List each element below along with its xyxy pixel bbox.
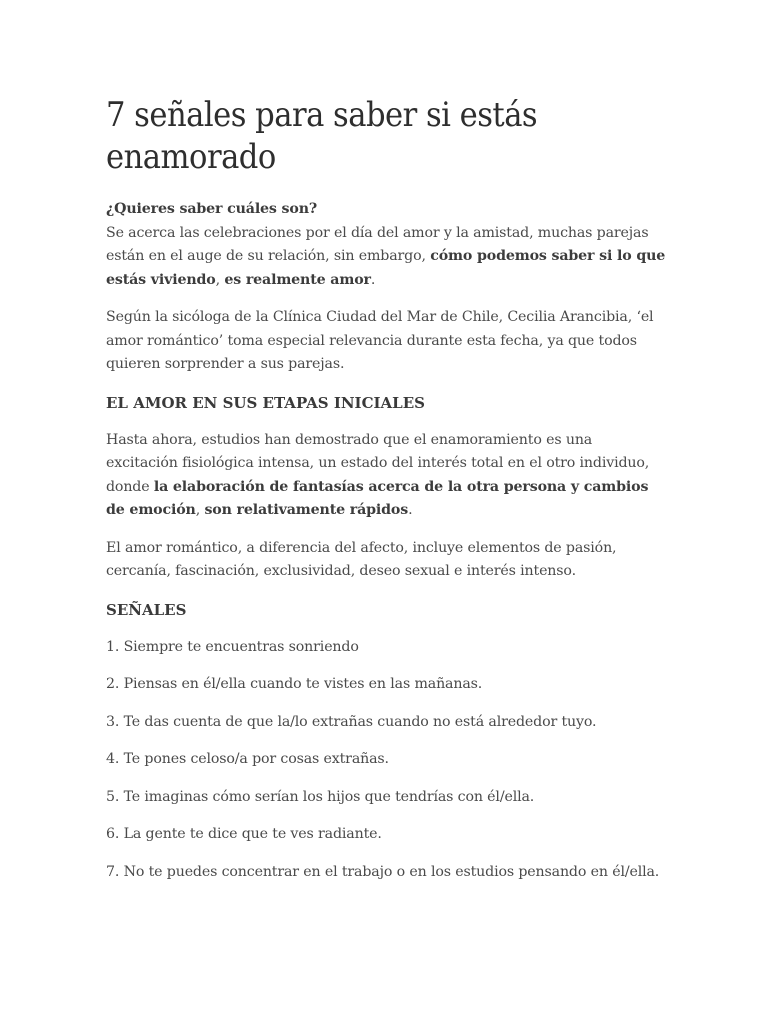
- list-item: 4. Te pones celoso/a por cosas extrañas.: [106, 751, 389, 767]
- list-item: 2. Piensas en él/ella cuando te vistes en las mañanas.: [106, 676, 483, 692]
- paragraph-intro-end: .: [370, 271, 376, 288]
- list-item: 3. Te das cuenta de que la/lo extrañas cuando no está alrededor tuyo.: [106, 713, 597, 730]
- paragraph-studies-end: .: [408, 502, 413, 518]
- list-item: 7. No te puedes concentrar en el trabajo o en los estudios pensando en él/ella.: [106, 863, 660, 880]
- paragraph-psychologist: Según la sicóloga de la Clínica Ciudad del Mar de Chile, Cecilia Arancibia, ‘el amor romántico’ toma especial relevancia durante esta fecha, ya que todos quieren sorprender a sus parejas.: [106, 309, 654, 372]
- list-item: 1. Siempre te encuentras sonriendo: [106, 638, 359, 655]
- paragraph-romantic-love: El amor romántico, a diferencia del afecto, incluye elementos de pasión, cercanía, fascinación, exclusividad, deseo sexual e interés intenso.: [106, 539, 617, 579]
- paragraph-intro-bold-a: cómo podemos saber si lo que estás viviendo: [106, 248, 666, 288]
- paragraph-intro-bold-b: es realmente amor: [224, 271, 371, 288]
- intro-question: ¿Quieres saber cuáles son?: [106, 201, 318, 217]
- list-item: 5. Te imaginas cómo serían los hijos que tendrías con él/ella.: [106, 788, 535, 805]
- article-title: 7 señales para saber si estás enamorado: [106, 95, 538, 177]
- paragraph-studies-bold-a: la elaboración de fantasías acerca de la otra persona y cambios de emoción: [106, 478, 649, 518]
- section-heading-initial-stages: EL AMOR EN SUS ETAPAS INICIALES: [106, 393, 425, 412]
- paragraph-studies-bold-b: son relativamente rápidos: [204, 502, 409, 518]
- paragraph-studies: [106, 429, 668, 523]
- paragraph-intro: [106, 222, 668, 293]
- paragraph-intro-text: Se acerca las celebraciones por el día del amor y la amistad, muchas parejas están en el auge de su relación, sin embargo,: [106, 224, 649, 264]
- paragraph-studies-text: Hasta ahora, estudios han demostrado que el enamoramiento es una excitación fisiológica intensa, un estado del interés total en el otro individuo, donde: [106, 431, 650, 495]
- section-heading-signals: SEÑALES: [106, 600, 187, 619]
- signals-list: [106, 636, 668, 884]
- paragraph-studies-comma: ,: [195, 502, 205, 518]
- list-item: 6. La gente te dice que te ves radiante.: [106, 826, 382, 842]
- paragraph-intro-comma: ,: [215, 271, 225, 288]
